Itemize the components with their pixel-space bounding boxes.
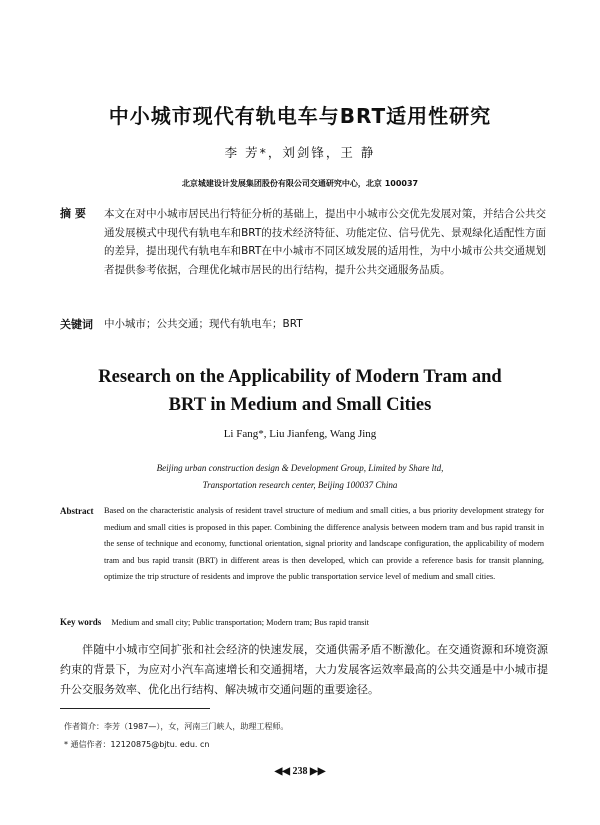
- keywords-chinese-text: 中小城市；公共交通；现代有轨电车；BRT: [104, 318, 303, 330]
- authors-chinese: 李 芳*，刘剑锋，王 静: [224, 145, 376, 160]
- body-paragraph: 伴随中小城市空间扩张和社会经济的快速发展，交通供需矛盾不断激化。在交通资源和环境资源约束的背景下，为应对小汽车高速增长和交通拥堵，大力发展客运效率最高的公共交通是中小城市提升公交服务效率、优化出行结构、解决城市交通问题的重要途径。: [60, 643, 548, 696]
- page-number: [0, 766, 600, 777]
- footnotes: [64, 718, 544, 754]
- left-arrow-icon: ◀◀: [274, 766, 290, 777]
- page-number-text: 238: [292, 766, 308, 777]
- footnote-author-bio: 作者简介：李芳（1987—），女，河南三门峡人，助理工程师。: [64, 722, 289, 731]
- footnote-divider: [60, 708, 210, 709]
- authors-english: Li Fang*, Liu Jianfeng, Wang Jing: [223, 428, 377, 440]
- footnote-corresponding-author: * 通信作者：12120875@bjtu. edu. cn: [64, 740, 210, 749]
- abstract-english-text: Based on the characteristic analysis of resident travel structure of medium and small cities, a bus priority development strategy for medium and small cities is proposed in this paper. Combining the difference analysis between modern tram and bus rapid transit in the sense of technique and economy, functional orientation, signal priority and landscape configuration, the applicability of modern tram and bus rapid transit (BRT) in different areas is then developed, which can provide a reference basis for transit planning, optimize the trip structure of residents and improve the public transportation service level of medium and small cities.: [104, 506, 544, 581]
- affiliation-english-line1: Beijing urban construction design & Development Group, Limited by Share ltd,: [156, 463, 444, 473]
- abstract-chinese-text: 本文在对中小城市居民出行特征分析的基础上，提出中小城市公交优先发展对策，并结合公共交通发展模式中现代有轨电车和BRT的技术经济特征、功能定位、信号优先、景观绿化适配性方面的差异，提出现代有轨电车和BRT在中小城市不同区域发展的适用性，为中小城市公共交通规划者提供参考依据，合理优化城市居民的出行结构，提升公共交通服务品质。: [104, 208, 546, 276]
- paper-title-english: [0, 363, 600, 419]
- keywords-english: [60, 617, 548, 627]
- paper-title-english-line2: BRT in Medium and Small Cities: [168, 395, 432, 415]
- right-arrow-icon: ▶▶: [310, 766, 326, 777]
- affiliation-english-line2: Transportation research center, Beijing 100037 China: [202, 480, 398, 490]
- affiliation-english: [0, 460, 600, 494]
- paper-title-english-line1: Research on the Applicability of Modern Tram and: [98, 367, 502, 387]
- abstract-english-label: Abstract: [60, 506, 94, 516]
- paper-title-chinese: 中小城市现代有轨电车与BRT适用性研究: [108, 104, 492, 128]
- abstract-chinese-label: 摘 要: [60, 207, 86, 220]
- keywords-chinese-label: 关键词: [60, 318, 93, 331]
- keywords-english-label: Key words: [60, 617, 102, 627]
- keywords-english-text: Medium and small city; Public transportation; Modern tram; Bus rapid transit: [111, 618, 369, 627]
- affiliation-chinese: 北京城建设计发展集团股份有限公司交通研究中心，北京 100037: [181, 179, 419, 188]
